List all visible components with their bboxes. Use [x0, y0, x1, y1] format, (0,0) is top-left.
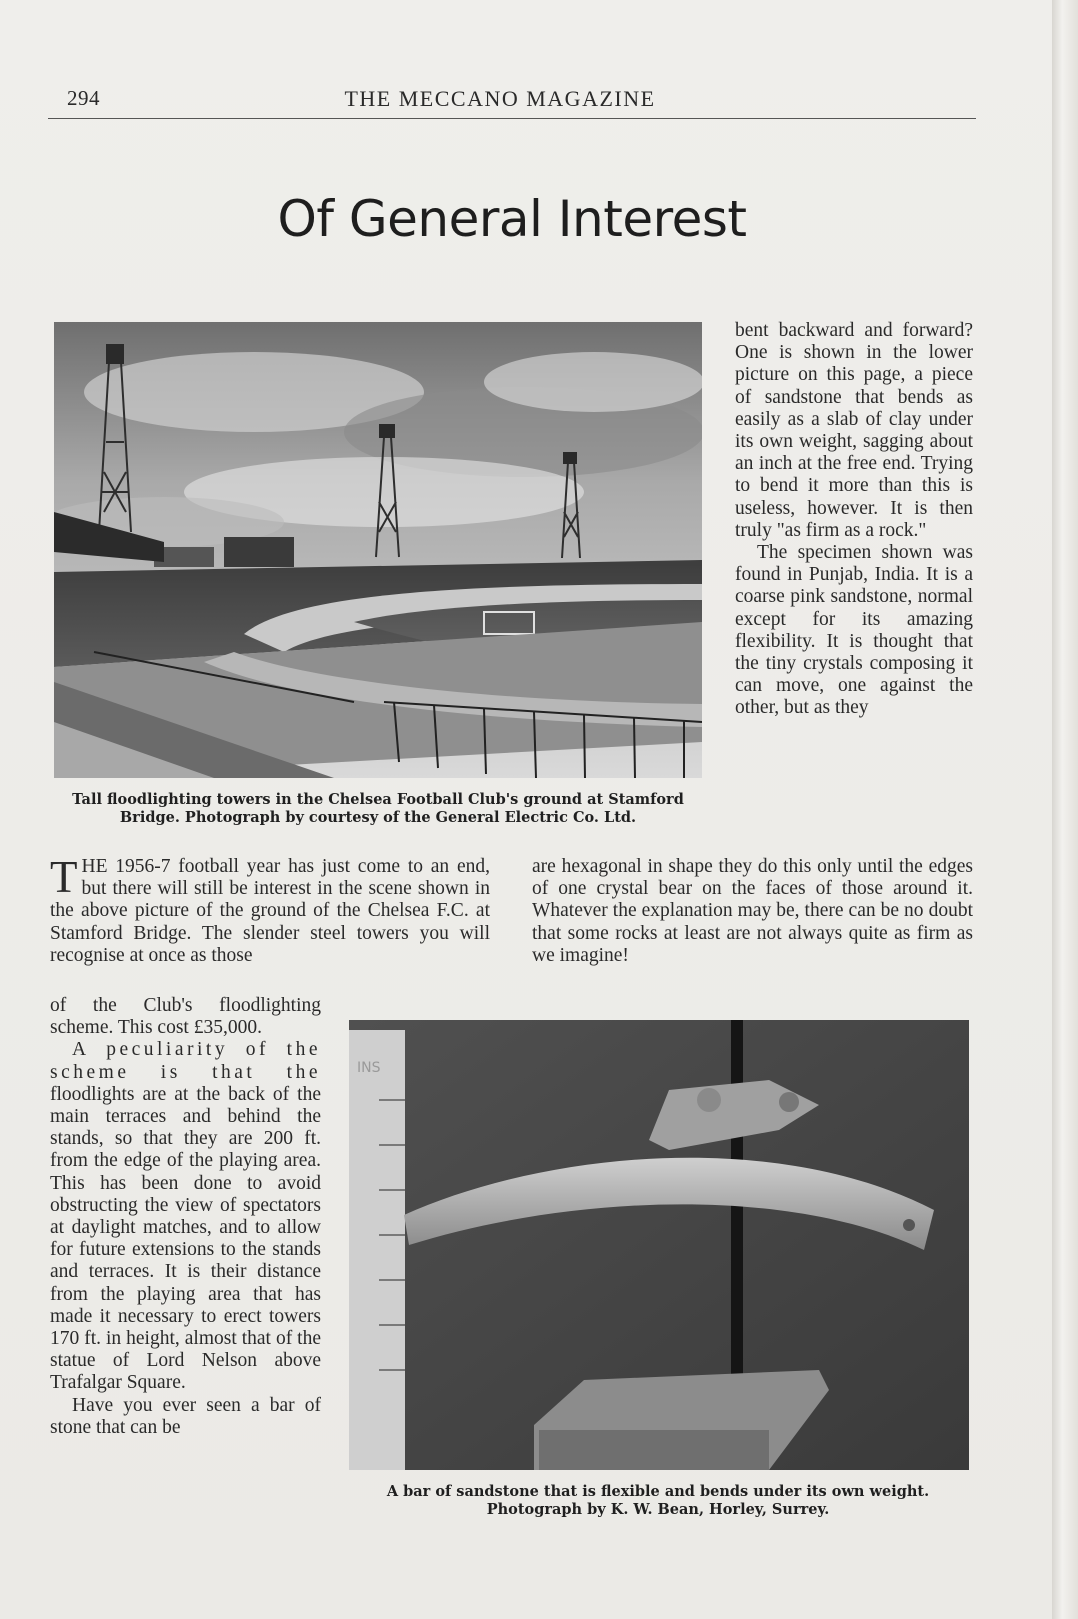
paragraph-specimen-continued: are hexagonal in shape they do this only until the edges of one crystal bear on the faces of those around it. Whatever the explanation may be, there can be no doubt that some rocks at least are not always quite as firm as we imagine! — [532, 856, 973, 966]
sandstone-caption: A bar of sandstone that is flexible and bends under its own weight. Photograph by K. W. Bean, Horley, Surrey. — [386, 1483, 930, 1518]
paragraph-intro: HE 1956-7 football year has just come to an end, but there will still be interest in the scene shown in the above picture of the ground of the Chelsea F.C. at Stamford Bridge. The slender steel towers you will recognise at once as those — [50, 856, 490, 966]
page-number: 294 — [67, 86, 100, 110]
paragraph-peculiarity-lead: A peculiarity of the scheme is that the — [50, 1039, 321, 1083]
paragraph-peculiarity: floodlights are at the back of the main terraces and behind the stands, so that they are 200 ft. from the edge of the playing area. This has been done to avoid obstructing the view of spectators at daylight matches, and to allow for future extensions to the stands and terraces. It is their distance from the playing area that has made it necessary to erect towers 170 ft. in height, almost that of the statue of Lord Nelson above Trafalgar Square. — [50, 1083, 321, 1394]
stadium-illustration — [54, 322, 702, 778]
sandstone-illustration — [349, 1020, 969, 1470]
text-column-left-top — [50, 852, 490, 967]
header-rule — [48, 118, 976, 119]
article-title: Of General Interest — [277, 190, 747, 248]
running-head: THE MECCANO MAGAZINE — [344, 86, 656, 111]
drop-cap: T — [50, 852, 78, 902]
paragraph-stone-continued: bent backward and forward? One is shown in the lower picture on this page, a piece of sandstone that bends as easily as a slab of clay under its own weight, sagging about an inch at the free end. Trying to bend it more than this is useless, however. It is then truly "as firm as a rock." — [735, 320, 973, 541]
text-column-right-mid — [532, 856, 973, 967]
page-edge — [1052, 0, 1078, 1619]
stadium-caption: Tall floodlighting towers in the Chelsea Football Club's ground at Stamford Bridge. Photograph by courtesy of the General Electric Co. Ltd. — [72, 791, 684, 826]
text-column-left-narrow — [50, 995, 321, 1439]
paragraph-specimen: The specimen shown was found in Punjab, India. It is a coarse pink sandstone, normal except for its amazing flexibility. It is thought that the tiny crystals composing it can move, one against the other, but as they — [735, 542, 973, 719]
paragraph-stone: Have you ever seen a bar of stone that can be — [50, 1394, 321, 1438]
ruler-label: INS — [357, 1060, 381, 1076]
sandstone-photo — [349, 1020, 969, 1470]
stadium-photo — [54, 322, 702, 778]
text-column-right — [735, 320, 973, 720]
paragraph-intro-continued: of the Club's floodlighting scheme. This cost £35,000. — [50, 995, 321, 1039]
